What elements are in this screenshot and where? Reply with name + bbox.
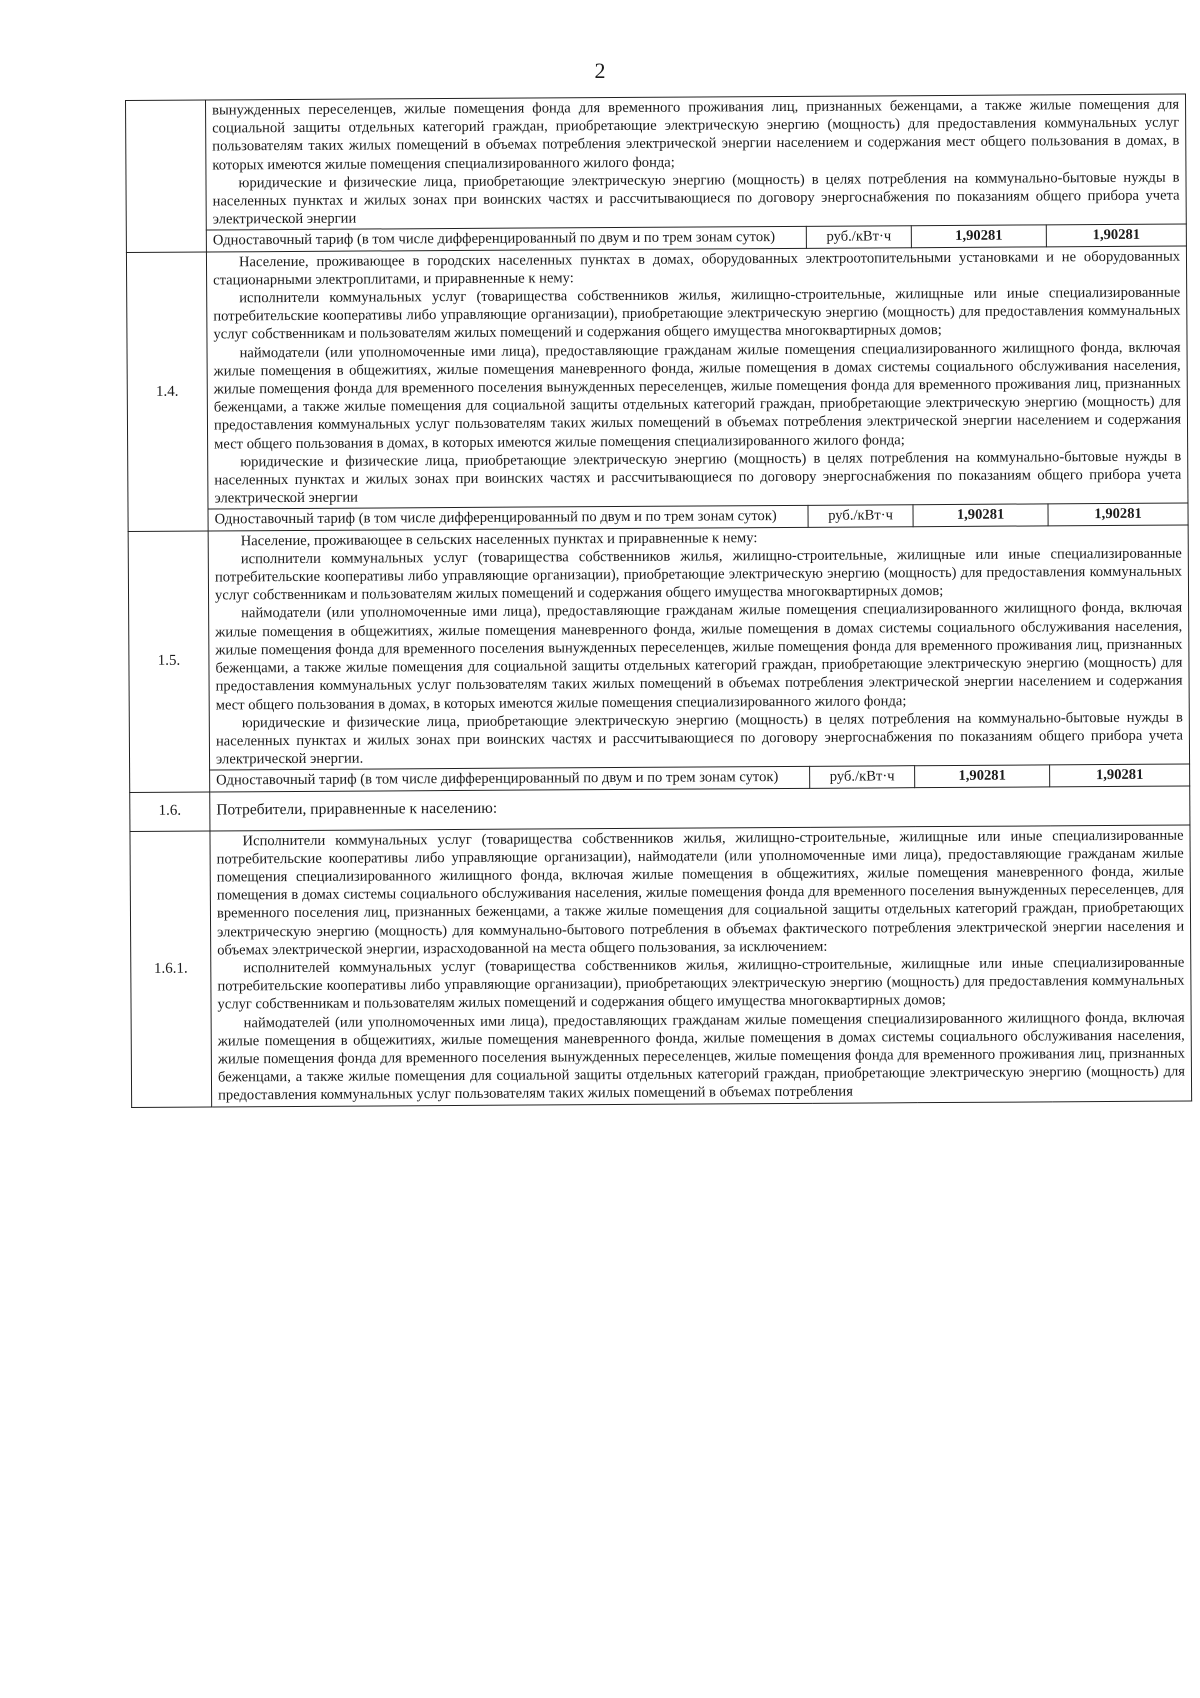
description-cell [210,825,1192,1107]
tariff-table [125,94,1192,1108]
paragraph: наймодатели (или уполномоченные ими лица), предоставляющие гражданам жилые помещения специализированного жилищного фонда, включая жилые помещения в общежитиях, жилые помещения маневренного фонда, жилые помещения в домах системы социального обслуживания населения, жилые помещения фонда для временного поселения вынужденных переселенцев, жилые помещения фонда для временного проживания лиц, признанных беженцами, а также жилые помещения для социальной защиты отдельных категорий граждан, приобретающие электрическую энергию (мощность) для предоставления коммунальных услуг пользователям таких жилых помещений в объемах потребления электрической энергии населением и содержания мест общего пользования в домах, в которых имеются жилые помещения специализированного жилого фонда; [215,600,1183,713]
tariff-value-2: 1,90281 [1050,764,1190,786]
tariff-value-2: 1,90281 [1048,503,1188,525]
tariff-unit: руб./кВт·ч [808,505,913,527]
tariff-unit: руб./кВт·ч [806,226,911,248]
paragraph: Население, проживающее в городских населенных пунктах в домах, оборудованных электроотопительными установками и не оборудованных стационарными электроплитами, и приравненные к нему: [213,248,1181,289]
tariff-label: Одноставочный тариф (в том числе дифференцированный по двум и по трем зонам суток) [208,506,808,531]
tariff-label: Одноставочный тариф (в том числе дифференцированный по двум и по трем зонам суток) [206,227,806,252]
paragraph: исполнители коммунальных услуг (товарищества собственников жилья, жилищно-строительные, жилищные или иные специализированные потребительские кооперативы либо управляющие организации), приобретающие электрическую энергию (мощность) для предоставления коммунальных услуг собственникам и пользователям жилых помещений и содержания общего имущества многоквартирных домов; [213,284,1181,343]
paragraph: исполнителей коммунальных услуг (товарищества собственников жилья, жилищно-строительные, жилищные или иные специализированные потребительские кооперативы либо управляющие организации), приобретающих электрическую энергию (мощность) для предоставления коммунальных услуг собственникам и пользователям жилых помещений и содержания общего имущества многоквартирных домов; [217,954,1185,1013]
tariff-value-1: 1,90281 [915,765,1050,787]
row-number: 1.5. [128,531,210,792]
paragraph: юридические и физические лица, приобретающие электрическую энергию (мощность) в целях потребления на коммунально-бытовые нужды в населенных пунктах и жилых зонах при воинских частях и рассчитывающиеся по договору энергоснабжения по показаниям общего прибора учета электрической энергии. [215,709,1183,768]
row-number: 1.4. [126,252,208,532]
description-cell [206,246,1188,510]
description-cell [208,525,1189,771]
table-row-section-1-5 [128,525,1189,771]
row-number: 1.6.1. [130,831,212,1108]
row-number: 1.6. [130,792,210,831]
tariff-label: Одноставочный тариф (в том числе дифференцированный по двум и по трем зонам суток) [210,767,810,792]
tariff-unit: руб./кВт·ч [810,766,915,788]
table-row-section-1-6 [130,786,1190,831]
paragraph: Исполнители коммунальных услуг (товарищества собственников жилья, жилищно-строительные, жилищные или иные специализированные потребительские кооперативы либо управляющие организации), наймодатели (или уполномоченные ими лица), предоставляющие гражданам жилые помещения специализированного жилищного фонда, включая жилые помещения в общежитиях, жилые помещения маневренного фонда, жилые помещения в домах системы социального обслуживания населения, жилые помещения фонда для временного поселения вынужденных переселенцев, для временного поселения лиц, признанных беженцами, а также жилые помещения для социальной защиты отдельных категорий граждан, приобретающих электрическую энергию (мощность) для коммунально-бытового потребления в объемах фактического потребления электрической энергии населения и объемах электрической энергии, израсходованной на места общего пользования, за исключением: [216,827,1185,959]
paragraph: Население, проживающее в сельских населенных пунктах и приравненные к нему: [240,529,758,549]
tariff-value-1: 1,90281 [913,504,1048,526]
row-number-cell [126,100,207,252]
paragraph: наймодателей (или уполномоченных ими лица), предоставляющих гражданам жилые помещения специализированного жилищного фонда, включая жилые помещения в общежитиях, жилые помещения маневренного фонда, жилые помещения в домах системы социального обслуживания населения, жилые помещения фонда для временного поселения вынужденных переселенцев, жилые помещения фонда для временного проживания лиц, признанных беженцами, а также жилые помещения для социальной защиты отдельных категорий граждан, приобретающие электрическую энергию (мощность) для предоставления коммунальных услуг пользователям таких жилых помещений в объемах потребления [217,1009,1186,1104]
description-cell [206,94,1187,230]
table-row-continuation [126,94,1187,231]
paragraph: юридические и физические лица, приобретающие электрическую энергию (мощность) в целях потребления на коммунально-бытовые нужды в населенных пунктах и жилых зонах при воинских частях и рассчитывающиеся по договору энергоснабжения по показаниям общего прибора учета электрической энергии [214,448,1182,507]
section-heading: Потребители, приравненные к населению: [210,786,1190,831]
page-number: 2 [594,58,606,83]
paragraph: исполнители коммунальных услуг (товарищества собственников жилья, жилищно-строительные, жилищные или иные специализированные потребительские кооперативы либо управляющие организации), приобретающие электрическую энергию (мощность) для предоставления коммунальных услуг собственникам и пользователям жилых помещений и содержания общего имущества многоквартирных домов; [214,545,1182,604]
tariff-value-2: 1,90281 [1046,224,1186,246]
table-row-section-1-6-1 [130,825,1192,1108]
tariff-value-1: 1,90281 [911,225,1046,247]
table-row-section-1-4 [126,246,1188,510]
paragraph: вынужденных переселенцев, жилые помещения фонда для временного проживания лиц, признанных беженцами, а также жилые помещения для социальной защиты отдельных категорий граждан, приобретающие электрическую энергию (мощность) для предоставления коммунальных услуг пользователям таких жилых помещений в объемах потребления электрической энергии населением и содержания мест общего пользования в домах, в которых имеются жилые помещения специализированного жилого фонда; [212,96,1180,174]
paragraph: наймодатели (или уполномоченные ими лица), предоставляющие гражданам жилые помещения специализированного жилищного фонда, включая жилые помещения в общежитиях, жилые помещения маневренного фонда, жилые помещения в домах системы социального обслуживания населения, жилые помещения фонда для временного поселения вынужденных переселенцев, жилые помещения фонда для временного проживания лиц, признанных беженцами, а также жилые помещения для социальной защиты отдельных категорий граждан, приобретающие электрическую энергию (мощность) для предоставления коммунальных услуг пользователям таких жилых помещений в объемах потребления электрической энергии населением и содержания мест общего пользования в домах, в которых имеются жилые помещения специализированного жилого фонда; [213,339,1182,453]
paragraph: юридические и физические лица, приобретающие электрическую энергию (мощность) в целях потребления на коммунально-бытовые нужды в населенных пунктах и жилых зонах при воинских частях и рассчитывающиеся по договору энергоснабжения по показаниям общего прибора учета электрической энергии [212,169,1180,228]
